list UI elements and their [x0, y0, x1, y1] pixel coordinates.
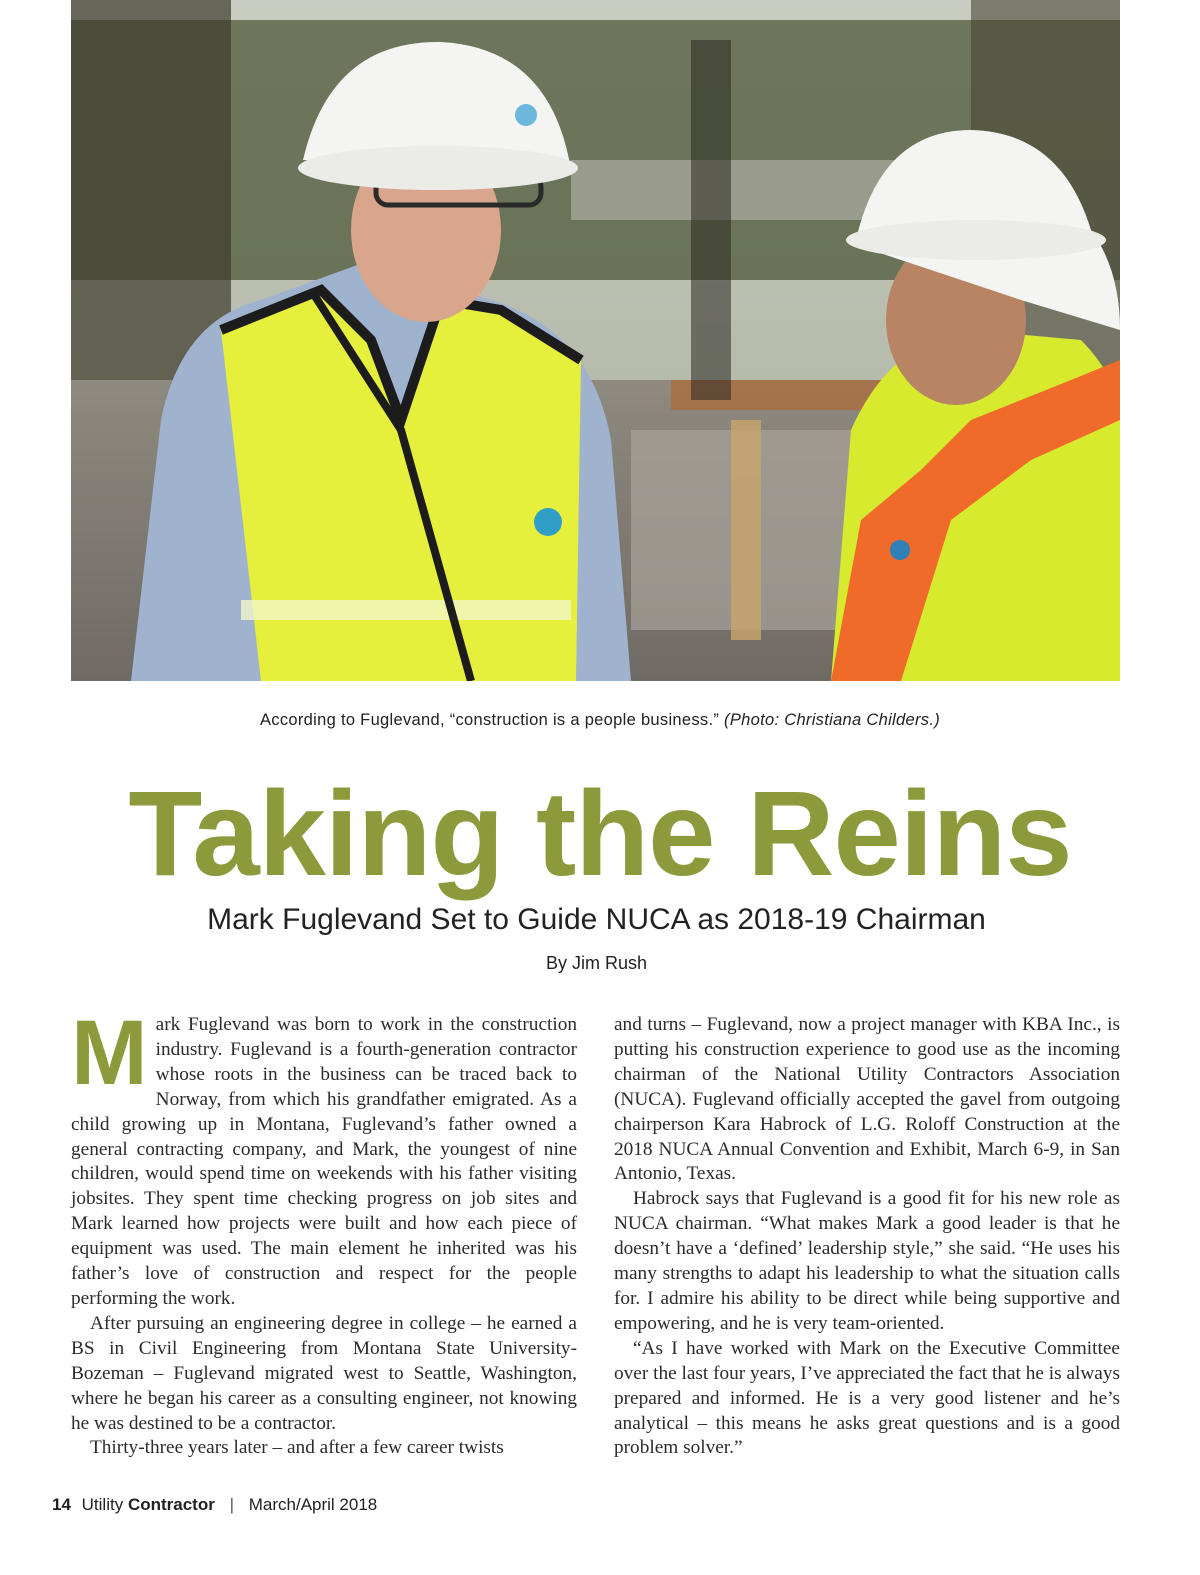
article-byline: By Jim Rush	[545, 953, 648, 973]
photo-credit: (Photo: Christiana Childers.)	[724, 711, 940, 729]
article-paragraph	[71, 1002, 577, 1312]
article-paragraph: “As I have worked with Mark on the Executive Committee over the last four years, I’ve appreciated the fact that he is always prepared and informed. He is a very good listener and he’s analytical – this means he asks great questions and is a good problem solver.”	[614, 1337, 1120, 1459]
article-headline: Taking the Reins	[128, 765, 1072, 901]
footer-separator: |	[229, 1495, 235, 1514]
article-column-right	[614, 1013, 1120, 1461]
photo-caption	[0, 711, 1200, 730]
hero-photo	[71, 0, 1120, 681]
article-column-left	[71, 1002, 577, 1461]
magazine-name	[82, 1495, 215, 1514]
article-paragraph: Thirty-three years later – and after a few career twists	[90, 1437, 504, 1459]
article-paragraph: and turns – Fuglevand, now a project manager with KBA Inc., is putting his construction experience to good use as the incoming chairman of the National Utility Contractors Association (NUCA). Fuglevand officially accepted the gavel from outgoing chairperson Kara Habrock of L.G. Roloff Construction at the 2018 NUCA Annual Convention and Exhibit, March 6-9, in San Antonio, Texas.	[614, 1014, 1120, 1185]
page-number: 14	[52, 1495, 71, 1514]
magazine-name-bold: Contractor	[127, 1495, 215, 1514]
magazine-name-light: Utility	[81, 1495, 124, 1514]
article-paragraph: Habrock says that Fuglevand is a good fit for his new role as NUCA chairman. “What makes Mark a good leader is that he doesn’t have a ‘defined’ leadership style,” she said. “He uses his many strengths to adapt his leadership to what the situation calls for. I admire his ability to be direct while being supportive and empowering, and he is very team-oriented.	[614, 1188, 1120, 1334]
issue-date: March/April 2018	[248, 1495, 378, 1514]
article-paragraph: After pursuing an engineering degree in college – he earned a BS in Civil Engineering from Montana State University-Bozeman – Fuglevand migrated west to Seattle, Washington, where he began his career as a consulting engineer, not knowing he was destined to be a contractor.	[71, 1312, 577, 1434]
caption-text: According to Fuglevand, “construction is a people business.”	[259, 711, 720, 729]
page-footer	[52, 1495, 377, 1515]
hero-photo-illustration	[71, 0, 1120, 681]
paragraph-text: ark Fuglevand was born to work in the construction industry. Fuglevand is a fourth-generation contractor whose roots in the business can be traced back to Norway, from which his grandfather emigrated. As a child growing up in Montana, Fuglevand’s father owned a general contracting company, and Mark, the youngest of nine children, would spend time on weekends with his father visiting jobsites. They spent time checking progress on job sites and Mark learned how projects were built and how each piece of equipment was used. The main element he inherited was his father’s love of construction and respect for the people performing the work.	[71, 1014, 577, 1309]
article-subtitle: Mark Fuglevand Set to Guide NUCA as 2018-19 Chairman	[207, 903, 986, 936]
drop-cap: M	[71, 1002, 148, 1104]
